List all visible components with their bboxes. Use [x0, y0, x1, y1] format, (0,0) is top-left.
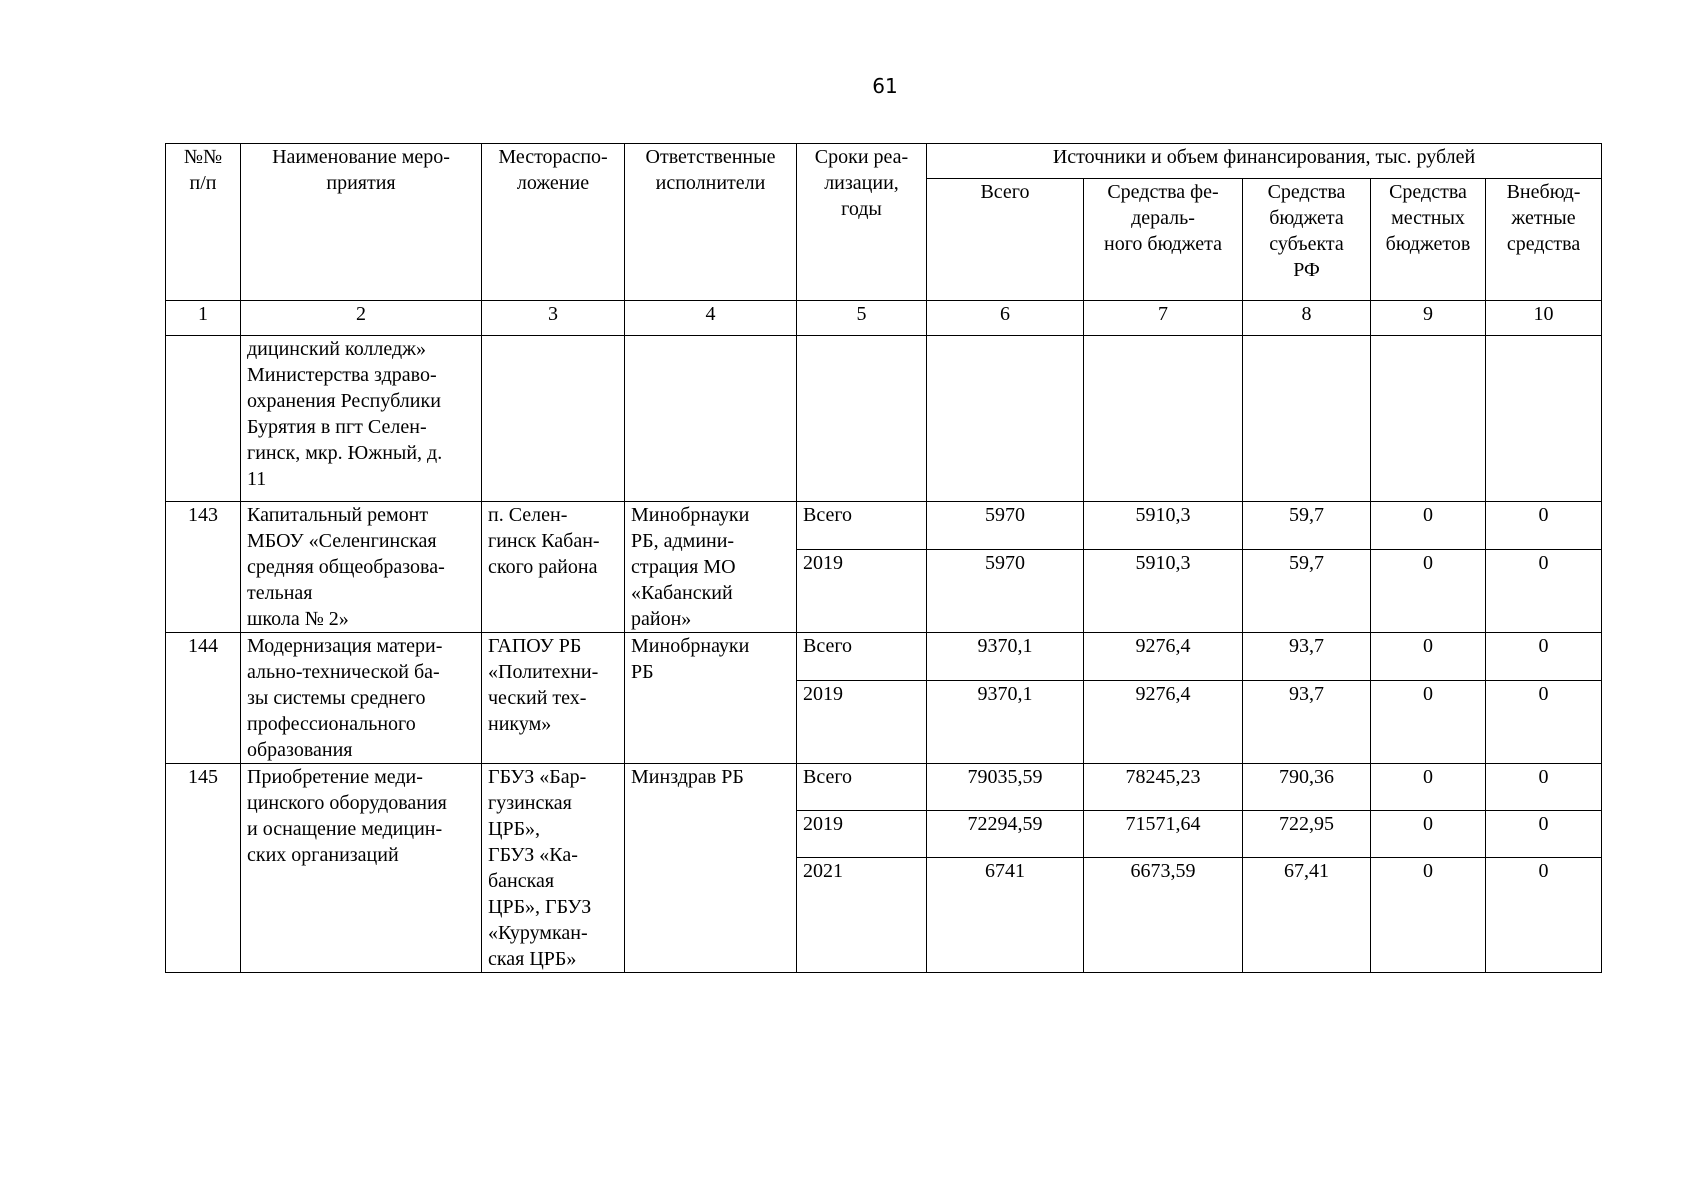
table-row: [166, 502, 1602, 550]
financing-table: [165, 143, 1602, 973]
column-numbers-row: [166, 301, 1602, 336]
cell-local: 0: [1371, 550, 1486, 633]
column-number: 2: [241, 301, 482, 336]
column-number: 9: [1371, 301, 1486, 336]
cell-federal: 6673,59: [1084, 857, 1243, 972]
cell-extra: 0: [1486, 633, 1602, 681]
header-name: Наименование меро- приятия: [241, 144, 482, 301]
row-location: ГБУЗ «Бар- гузинская ЦРБ», ГБУЗ «Ка- банская ЦРБ», ГБУЗ «Курумкан- ская ЦРБ»: [482, 764, 625, 973]
cell-local: 0: [1371, 810, 1486, 857]
column-number: 3: [482, 301, 625, 336]
continuation-num: [166, 336, 241, 502]
cell-extra: 0: [1486, 550, 1602, 633]
cell-total: 6741: [927, 857, 1084, 972]
continuation-name: дицинский колледж» Министерства здраво- охранения Республики Бурятия в пгт Селен- гинск, мкр. Южный, д. 11: [241, 336, 482, 502]
header-financing-group: Источники и объем финансирования, тыс. рублей: [927, 144, 1602, 179]
header-num: №№ п/п: [166, 144, 241, 301]
cell-extra: 0: [1486, 764, 1602, 811]
continuation-total: [927, 336, 1084, 502]
cell-total: 5970: [927, 550, 1084, 633]
cell-extra: 0: [1486, 681, 1602, 764]
row-num: 143: [166, 502, 241, 633]
cell-total: 9370,1: [927, 681, 1084, 764]
cell-regional: 59,7: [1243, 502, 1371, 550]
cell-period: Всего: [797, 502, 927, 550]
row-name: Модернизация матери- ально-технической ба- зы системы среднего профессионального образования: [241, 633, 482, 764]
continuation-federal: [1084, 336, 1243, 502]
cell-period: 2021: [797, 857, 927, 972]
column-number: 8: [1243, 301, 1371, 336]
row-name: Капитальный ремонт МБОУ «Селенгинская средняя общеобразова- тельная школа № 2»: [241, 502, 482, 633]
cell-local: 0: [1371, 633, 1486, 681]
cell-federal: 5910,3: [1084, 550, 1243, 633]
cell-period: Всего: [797, 764, 927, 811]
header-total: Всего: [927, 179, 1084, 301]
continuation-period: [797, 336, 927, 502]
cell-federal: 5910,3: [1084, 502, 1243, 550]
cell-extra: 0: [1486, 502, 1602, 550]
continuation-location: [482, 336, 625, 502]
header-local: Средства местных бюджетов: [1371, 179, 1486, 301]
column-number: 1: [166, 301, 241, 336]
column-number: 10: [1486, 301, 1602, 336]
cell-total: 9370,1: [927, 633, 1084, 681]
header-executors: Ответственные исполнители: [625, 144, 797, 301]
continuation-local: [1371, 336, 1486, 502]
row-name: Приобретение меди- цинского оборудования и оснащение медицин- ских организаций: [241, 764, 482, 973]
header-period: Сроки реа- лизации, годы: [797, 144, 927, 301]
cell-regional: 67,41: [1243, 857, 1371, 972]
cell-local: 0: [1371, 764, 1486, 811]
table-row: [166, 764, 1602, 811]
cell-regional: 790,36: [1243, 764, 1371, 811]
header-location: Месторaспо- ложение: [482, 144, 625, 301]
column-number: 4: [625, 301, 797, 336]
continuation-extra: [1486, 336, 1602, 502]
header-extra: Внебюд- жетные средства: [1486, 179, 1602, 301]
row-executors: Минобрнауки РБ: [625, 633, 797, 764]
cell-period: 2019: [797, 550, 927, 633]
cell-period: 2019: [797, 810, 927, 857]
cell-extra: 0: [1486, 810, 1602, 857]
cell-extra: 0: [1486, 857, 1602, 972]
cell-regional: 93,7: [1243, 633, 1371, 681]
cell-total: 72294,59: [927, 810, 1084, 857]
header-row-1: [166, 144, 1602, 179]
cell-regional: 722,95: [1243, 810, 1371, 857]
row-executors: Минздрав РБ: [625, 764, 797, 973]
continuation-row: [166, 336, 1602, 502]
cell-regional: 59,7: [1243, 550, 1371, 633]
cell-federal: 71571,64: [1084, 810, 1243, 857]
cell-total: 5970: [927, 502, 1084, 550]
cell-local: 0: [1371, 681, 1486, 764]
header-regional: Средства бюджета субъекта РФ: [1243, 179, 1371, 301]
cell-local: 0: [1371, 502, 1486, 550]
cell-regional: 93,7: [1243, 681, 1371, 764]
column-number: 6: [927, 301, 1084, 336]
cell-local: 0: [1371, 857, 1486, 972]
row-executors: Минобрнауки РБ, админи- страция МО «Кабанский район»: [625, 502, 797, 633]
cell-federal: 9276,4: [1084, 681, 1243, 764]
cell-period: 2019: [797, 681, 927, 764]
row-num: 144: [166, 633, 241, 764]
row-location: ГАПОУ РБ «Политехни- ческий тех- никум»: [482, 633, 625, 764]
continuation-executors: [625, 336, 797, 502]
column-number: 5: [797, 301, 927, 336]
cell-period: Всего: [797, 633, 927, 681]
table-row: [166, 633, 1602, 681]
page-number: 61: [872, 74, 898, 98]
row-location: п. Селен- гинск Кабан- ского района: [482, 502, 625, 633]
column-number: 7: [1084, 301, 1243, 336]
continuation-regional: [1243, 336, 1371, 502]
cell-total: 79035,59: [927, 764, 1084, 811]
row-num: 145: [166, 764, 241, 973]
cell-federal: 78245,23: [1084, 764, 1243, 811]
cell-federal: 9276,4: [1084, 633, 1243, 681]
header-federal: Средства фе- дераль- ного бюджета: [1084, 179, 1243, 301]
